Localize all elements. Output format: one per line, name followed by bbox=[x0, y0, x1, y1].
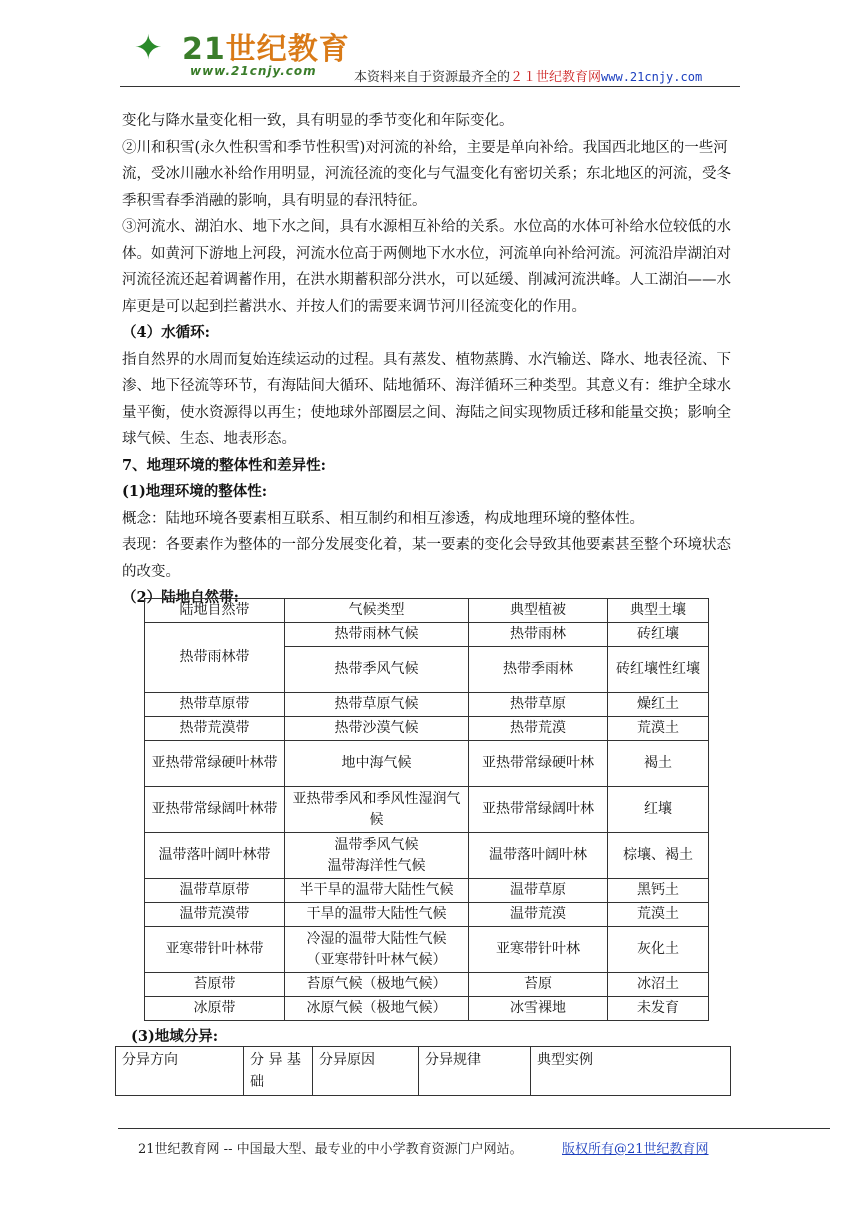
paragraph: 变化与降水量变化相一致，具有明显的季节变化和年际变化。 bbox=[122, 113, 514, 129]
paragraph: ③河流水、湖泊水、地下水之间，具有水源相互补给的关系。水位高的水体可补给水位较低的水体。如黄河下游地上河段，河流水位高于两侧地下水水位，河流单向补给河流。河流沿岸湖泊对河流径流还起着调蓄作用，在洪水期蓄积部分洪水，可以延缓、削减河流洪峰。人工湖泊——水库更是可以起到拦蓄洪水、并按人们的需要来调节河川径流变化的作用。 bbox=[122, 219, 731, 315]
section-heading: 7、地理环境的整体性和差异性: bbox=[122, 456, 326, 474]
paragraph: ②川和积雪(永久性积雪和季节性积雪)对河流的补给，主要是单向补给。我国西北地区的一些河流，受冰川融水补给作用明显，河流径流的变化与气温变化有密切关系；东北地区的河流，受冬季积雪春季消融的影响，具有明显的春汛特征。 bbox=[122, 139, 731, 209]
document-body bbox=[122, 108, 742, 612]
table-cell: 亚热带季风和季风性湿润气候 bbox=[285, 787, 469, 833]
table-cell: 亚热带常绿硬叶林 bbox=[469, 741, 608, 787]
table-cell: 半干旱的温带大陆性气候 bbox=[285, 879, 469, 903]
table-cell: 黑钙土 bbox=[608, 879, 709, 903]
footer-text: 21世纪教育网 -- 中国最大型、最专业的中小学教育资源门户网站。 bbox=[138, 1142, 523, 1157]
table-cell: 亚热带常绿阔叶林带 bbox=[145, 787, 285, 833]
table-cell: 温带草原带 bbox=[145, 879, 285, 903]
table-cell: 荒漠土 bbox=[608, 903, 709, 927]
header-site-link[interactable]: ２１世纪教育网 bbox=[510, 70, 602, 85]
table-cell: 苔原 bbox=[469, 973, 608, 997]
paragraph: 指自然界的水周而复始连续运动的过程。具有蒸发、植物蒸腾、水汽输送、降水、地表径流、下渗、地下径流等环节，有海陆间大循环、陆地循环、海洋循环三种类型。其意义有：维护全球水量平衡，使水资源得以再生；使地球外部圈层之间、海陆之间实现物质迁移和能量交换；影响全球气候、生态、地表形态。 bbox=[122, 351, 731, 447]
table-cell: 灰化土 bbox=[608, 927, 709, 973]
table-cell: 砖红壤性红壤 bbox=[608, 647, 709, 693]
table-cell: 温带落叶阔叶林 bbox=[469, 833, 608, 879]
table-header-cell: 气候类型 bbox=[285, 599, 469, 623]
table-cell: 未发育 bbox=[608, 997, 709, 1021]
table-cell: 热带雨林带 bbox=[145, 623, 285, 693]
table-header-cell: 分异方向 bbox=[116, 1047, 244, 1096]
table-row bbox=[145, 623, 709, 647]
table-header-cell: 典型土壤 bbox=[608, 599, 709, 623]
logo-url: www.21cnjy.com bbox=[190, 64, 317, 78]
table-cell: 热带草原 bbox=[469, 693, 608, 717]
table-cell: 亚热带常绿硬叶林带 bbox=[145, 741, 285, 787]
table-cell: 热带荒漠 bbox=[469, 717, 608, 741]
table-cell: 棕壤、褐土 bbox=[608, 833, 709, 879]
table-cell: 褐土 bbox=[608, 741, 709, 787]
table-cell: 亚热带常绿阔叶林 bbox=[469, 787, 608, 833]
header-tagline: 本资料来自于资源最齐全的２１世纪教育网www.21cnjy.com bbox=[354, 70, 703, 85]
header-url-link[interactable]: www.21cnjy.com bbox=[601, 70, 703, 84]
table-cell: 苔原带 bbox=[145, 973, 285, 997]
cell-line: 冷湿的温带大陆性气候 bbox=[306, 930, 447, 947]
table-cell: 热带雨林 bbox=[469, 623, 608, 647]
subsection-heading: (1)地理环境的整体性: bbox=[122, 483, 268, 500]
table-cell: 热带沙漠气候 bbox=[285, 717, 469, 741]
table-cell: 砖红壤 bbox=[608, 623, 709, 647]
table-cell: 热带雨林气候 bbox=[285, 623, 469, 647]
regional-differentiation-table bbox=[115, 1046, 731, 1096]
subsection-heading: （2）陆地自然带: bbox=[122, 589, 239, 606]
table-cell: 干旱的温带大陆性气候 bbox=[285, 903, 469, 927]
table-row bbox=[145, 741, 709, 787]
table-cell: 地中海气候 bbox=[285, 741, 469, 787]
table-cell: 荒漠土 bbox=[608, 717, 709, 741]
table-cell: 冰原气候（极地气候） bbox=[285, 997, 469, 1021]
table-cell: 热带荒漠带 bbox=[145, 717, 285, 741]
table-row bbox=[145, 833, 709, 879]
runner-icon: ✦ bbox=[134, 28, 163, 68]
table-header-cell: 陆地自然带 bbox=[145, 599, 285, 623]
table-row bbox=[145, 903, 709, 927]
table-cell: 苔原气候（极地气候） bbox=[285, 973, 469, 997]
table-cell: 热带草原气候 bbox=[285, 693, 469, 717]
table-cell: 冰雪裸地 bbox=[469, 997, 608, 1021]
table-cell: 红壤 bbox=[608, 787, 709, 833]
table-row bbox=[145, 927, 709, 973]
table-cell: 热带草原带 bbox=[145, 693, 285, 717]
table-row bbox=[145, 997, 709, 1021]
paragraph: 概念：陆地环境各要素相互联系、相互制约和相互渗透，构成地理环境的整体性。 bbox=[122, 510, 644, 527]
table-cell: 亚寒带针叶林带 bbox=[145, 927, 285, 973]
table-cell: 温带落叶阔叶林带 bbox=[145, 833, 285, 879]
table-cell: 温带草原 bbox=[469, 879, 608, 903]
section-heading: （4）水循环: bbox=[122, 324, 210, 341]
table-cell: 冰沼土 bbox=[608, 973, 709, 997]
table-cell: 热带季风气候 bbox=[285, 647, 469, 693]
table-cell: 亚寒带针叶林 bbox=[469, 927, 608, 973]
cell-line: 温带海洋性气候 bbox=[327, 857, 426, 874]
cell-line: （亚寒带针叶林气候） bbox=[306, 951, 447, 968]
site-logo[interactable] bbox=[130, 22, 360, 82]
table-cell: 冰原带 bbox=[145, 997, 285, 1021]
table-cell: 燥红土 bbox=[608, 693, 709, 717]
cell-line: 温带季风气候 bbox=[334, 836, 419, 853]
table-row bbox=[145, 693, 709, 717]
table-cell bbox=[285, 927, 469, 973]
logo-brand: 21世纪教育 bbox=[182, 32, 350, 67]
table-header-cell: 典型实例 bbox=[531, 1047, 731, 1096]
table-cell: 温带荒漠 bbox=[469, 903, 608, 927]
paragraph: 表现：各要素作为整体的一部分发展变化着，某一要素的变化会导致其他要素甚至整个环境状态的改变。 bbox=[122, 537, 731, 580]
footer-divider bbox=[118, 1128, 830, 1129]
table-row bbox=[145, 717, 709, 741]
natural-zones-table bbox=[144, 598, 709, 1021]
table-header-cell: 分异原因 bbox=[313, 1047, 419, 1096]
table-cell: 温带荒漠带 bbox=[145, 903, 285, 927]
page-header bbox=[120, 18, 740, 88]
page-footer bbox=[118, 1128, 830, 1157]
table-row bbox=[145, 973, 709, 997]
copyright-link[interactable]: 版权所有@21世纪教育网 bbox=[562, 1142, 709, 1157]
table-header-row bbox=[116, 1047, 731, 1096]
table-header-row bbox=[145, 599, 709, 623]
table-cell: 热带季雨林 bbox=[469, 647, 608, 693]
table-header-cell: 分 异 基础 bbox=[244, 1047, 313, 1096]
table-row bbox=[145, 787, 709, 833]
table-header-cell: 分异规律 bbox=[419, 1047, 531, 1096]
subsection-heading: (3)地域分异: bbox=[131, 1028, 219, 1045]
table-cell bbox=[285, 833, 469, 879]
header-divider bbox=[120, 86, 740, 87]
table-row bbox=[145, 879, 709, 903]
table-header-cell: 典型植被 bbox=[469, 599, 608, 623]
